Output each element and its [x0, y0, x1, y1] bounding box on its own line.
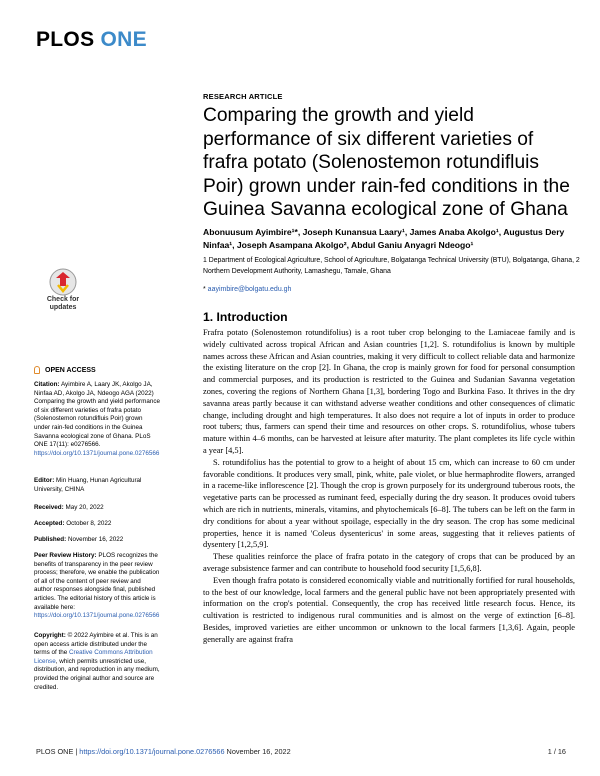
license-link[interactable]: Creative Commons Attribution License: [34, 649, 153, 665]
open-lock-icon: [34, 366, 40, 374]
body-text: [203, 327, 575, 646]
corresponding-email[interactable]: * aayimbire@bolgatu.edu.gh: [203, 286, 292, 293]
published-date: Published: November 16, 2022: [34, 536, 124, 543]
citation-block: Citation: Ayimbire A, Laary JK, Akolgo JA, Ninfaa AD, Akolgo JA, Ndeogo AGA (2022) Comparing the growth and yield performance of six different varieties of frafra potato (Solenostemon rotundifluis Poir) grown under rain-fed conditions in the Guinea Savanna ecological zone of Ghana. PLoS ONE 17(11): e0276566. https://doi.org/10.1371/journal.pone.0276566: [34, 381, 161, 457]
paragraph: Even though frafra potato is considered economically viable and nutritionally fortified for rural households, to the best of our knowledge, local farmers and the general public have not been appropriately presented with information on the crop's potential. Consequently, the crop has received little research focus. Hence, its cultivation is restricted to indigenous rural communities and is almost on the verge of extinction [6–8]. Besides, improved varieties are either uncommon or unknown to the local farmers [1,3,6]. Again, people generally are against frafra: [203, 575, 575, 644]
accepted-date: Accepted: October 8, 2022: [34, 520, 112, 527]
section-heading: 1. Introduction: [203, 310, 288, 324]
journal-logo: [36, 28, 147, 52]
paragraph: These qualities reinforce the place of frafra potato in the category of crops that can be produced by an average subsistence farmer and can contribute to household food security [1,5,6,8].: [203, 552, 575, 573]
paragraph: Frafra potato (Solenostemon rotundifolius) is a root tuber crop belonging to the Lamiaceae family and is widely cultivated across tropical African and Asian countries [1,2]. S. rotundifolius is known by multiple names across these African and Asian countries, making it very difficult to collect reliable data and harmonize the existing literature on the crop [2]. In Ghana, the crop is mainly grown for food for personal consumption and commercial purposes, and its production is restricted to the Guinea and Sudanian Savanna vegetation zones, covering the regions of Northern Ghana [1,3], bordering Togo and Burkina Faso. It thrives in the dry savanna areas partly because it can withstand adverse weather conditions and other consequences of climatic change, including drought and high temperatures. It also does not require a lot of inputs in order to produce root tubers; thus, farmers can spend their time and resources on other crops. S. rotundifolius, whose tubers mature within 4–6 months, can be harvested at leisure after maturity. The plant completes its life cycle within a year [4,5].: [203, 328, 575, 455]
page-footer: PLOS ONE | https://doi.org/10.1371/journal.pone.0276566 November 16, 2022 1 / 16: [36, 747, 566, 756]
check-for-updates-label[interactable]: Check for updates: [46, 296, 80, 311]
authors-text: Abonuusum Ayimbire¹*, Joseph Kunansua Laary¹, James Anaba Akolgo¹, Augustus Dery Ninfaa¹, Joseph Asampana Akolgo², Abdul Ganiu Anyagri Ndeogo¹: [203, 227, 565, 250]
citation-doi-link[interactable]: https://doi.org/10.1371/journal.pone.0276566: [34, 449, 160, 457]
received-date: Received: May 20, 2022: [34, 504, 104, 511]
footer-journal: PLOS ONE: [36, 747, 74, 756]
article-title: Comparing the growth and yield performance of six different varieties of frafra potato (Solenostemon rotundifluis Poir) grown under rain-fed conditions in the Guinea Savanna ecological zone of Ghana: [203, 105, 570, 220]
logo-one: ONE: [100, 28, 147, 51]
author-list: [203, 226, 583, 251]
open-access-badge: OPEN ACCESS: [34, 366, 96, 374]
peer-review-link[interactable]: https://doi.org/10.1371/journal.pone.0276566: [34, 612, 160, 620]
affiliations: 1 Department of Ecological Agriculture, School of Agriculture, Bolgatanga Technical University (BTU), Bolgatanga, Ghana, 2 Northern Development Authority, Lamashegu, Tamale, Ghana: [203, 257, 580, 275]
page-number: 1 / 16: [547, 747, 566, 756]
peer-review-block: Peer Review History: PLOS recognizes the benefits of transparency in the peer review process; therefore, we enable the publication of all of the content of peer review and author responses alongside final, published articles. The editorial history of this article is available here: https://doi.org/10.1371/journal.pone.0276566: [34, 552, 160, 620]
footer-date: November 16, 2022: [226, 747, 291, 756]
editor-block: Editor: Min Huang, Hunan Agricultural University, CHINA: [34, 477, 142, 493]
article-type: RESEARCH ARTICLE: [203, 92, 283, 101]
paragraph: S. rotundifolius has the potential to grow to a height of about 15 cm, which can increase to 60 cm under favorable conditions. It produces very small, pink, white, pale violet, or blue hermaphrodite flowers, arranged in a raceme-like inflorescence [2]. Though the crop is grown purposely for its underground tuberous roots, the vegetative parts can be processed as ruminant feed, especially during the dry season. It produces ovoid tubers which are rich in nutrients, minerals, vitamins, and phytochemicals [6–8]. The tubers can be left on the farm in dry conditions for about a year without spoilage, especially in the dry season. The crop has some medicinal properties, hence it is named 'Coleus dysentericus' in some areas, suggesting that it relieves patients of dysentery [1,2,5,9].: [203, 457, 575, 550]
footer-doi-link[interactable]: https://doi.org/10.1371/journal.pone.0276566: [79, 747, 225, 756]
logo-plos: PLOS: [36, 28, 95, 51]
copyright-block: Copyright: © 2022 Ayimbire et al. This is an open access article distributed under the terms of the Creative Commons Attribution License, which permits unrestricted use, distribution, and reproduction in any medium, provided the original author and source are credited.: [34, 632, 160, 691]
